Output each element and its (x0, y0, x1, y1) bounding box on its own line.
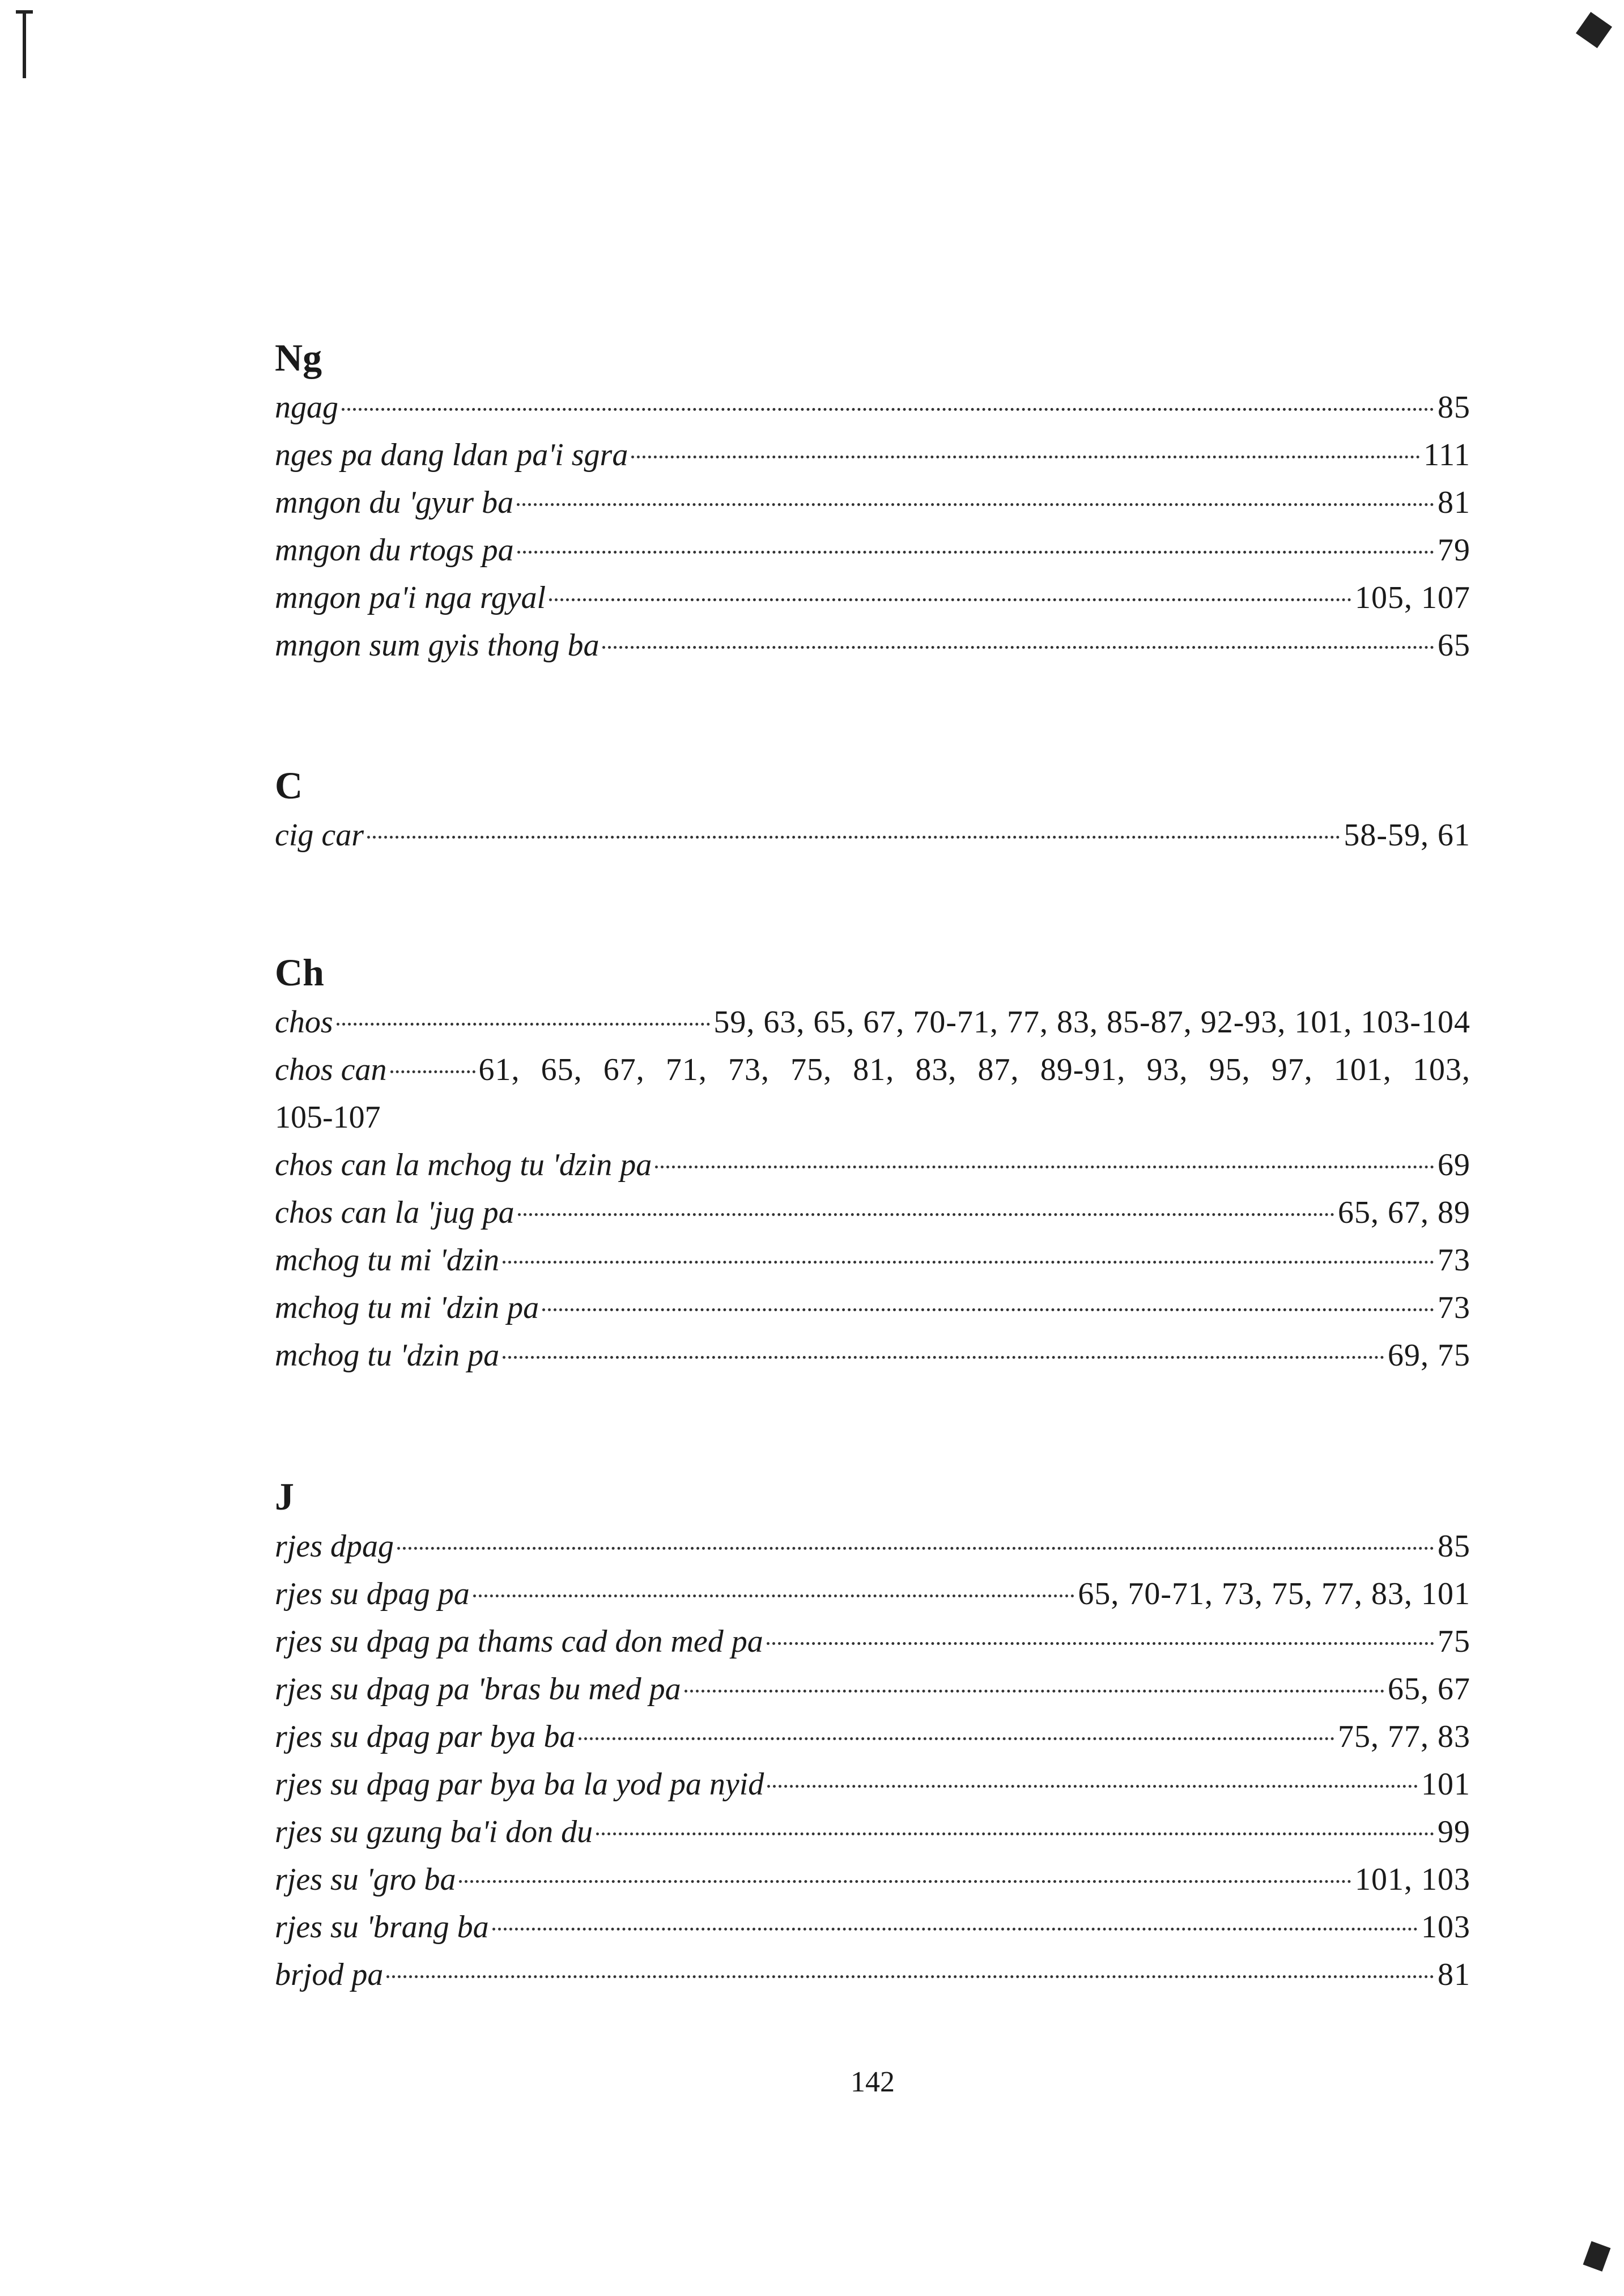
index-entry (275, 1284, 1470, 1332)
entry-pages: 75 (1438, 1624, 1470, 1659)
dot-leader (459, 1880, 1351, 1883)
index-entry (275, 431, 1470, 479)
dot-leader (397, 1547, 1434, 1550)
entry-list (275, 998, 1470, 1379)
dot-leader (337, 1023, 711, 1026)
entry-pages: 79 (1438, 533, 1470, 568)
entry-pages: 65, 67, 89 (1338, 1195, 1470, 1230)
entry-pages: 85 (1438, 390, 1470, 425)
entry-term: rjes su 'brang ba (275, 1910, 489, 1945)
entry-term: mchog tu mi 'dzin (275, 1243, 500, 1278)
dot-leader (517, 551, 1434, 554)
dot-leader (386, 1975, 1434, 1978)
entry-term: brjod pa (275, 1957, 384, 1992)
entry-pages: 73 (1438, 1243, 1470, 1278)
index-entry (275, 1665, 1470, 1713)
index-entry (275, 622, 1470, 669)
scan-edge-mark-top-right (1576, 12, 1612, 48)
entry-term: rjes su dpag pa thams cad don med pa (275, 1624, 763, 1659)
index-entry (275, 384, 1470, 431)
entry-term: rjes su 'gro ba (275, 1862, 456, 1897)
entry-term: rjes su gzung ba'i don du (275, 1814, 593, 1849)
index-entry (275, 1046, 1470, 1141)
index-entry (275, 998, 1470, 1046)
entry-term: cig car (275, 818, 364, 853)
index-entry (275, 1951, 1470, 1999)
entry-pages: 85 (1438, 1529, 1470, 1564)
dot-leader (390, 1070, 475, 1073)
entry-term: rjes su dpag par bya ba (275, 1719, 576, 1754)
entry-list (275, 1523, 1470, 1999)
entry-pages: 69 (1438, 1147, 1470, 1183)
index-entry (275, 1903, 1470, 1951)
entry-term: chos (275, 1005, 333, 1040)
dot-leader (549, 598, 1351, 601)
dot-leader (473, 1595, 1075, 1597)
dot-leader (655, 1166, 1434, 1168)
page-number: 142 (851, 2066, 895, 2098)
entry-pages: 69, 75 (1388, 1338, 1470, 1373)
entry-term: rjes dpag (275, 1529, 394, 1564)
index-entry (275, 526, 1470, 574)
entry-pages: 65, 70-71, 73, 75, 77, 83, 101 (1078, 1576, 1470, 1612)
dot-leader (767, 1785, 1418, 1788)
index-section-ch (275, 946, 1470, 1379)
index-entry (275, 811, 1470, 859)
entry-pages: 81 (1438, 485, 1470, 520)
entry-term: mngon sum gyis thong ba (275, 628, 600, 663)
scan-edge-mark-bottom-right (1583, 2241, 1611, 2272)
entry-pages: 59, 63, 65, 67, 70-71, 77, 83, 85-87, 92-93, 101, 103-104 (713, 1005, 1470, 1040)
entry-term: mchog tu mi 'dzin pa (275, 1290, 539, 1325)
dot-leader (579, 1737, 1334, 1740)
entry-term: nges pa dang ldan pa'i sgra (275, 437, 628, 473)
section-heading: J (275, 1475, 294, 1518)
index-section-j (275, 1470, 1470, 1999)
entry-pages: 105, 107 (1355, 580, 1470, 615)
index-entry (275, 574, 1470, 622)
index-section-ng (275, 331, 1470, 669)
dot-leader (596, 1832, 1434, 1835)
entry-term: mngon du 'gyur ba (275, 485, 514, 520)
section-heading: Ch (275, 951, 324, 994)
index-entry (275, 1236, 1470, 1284)
dot-leader (503, 1356, 1384, 1359)
section-heading: C (275, 764, 303, 807)
entry-pages: 61, 65, 67, 71, 73, 75, 81, 83, 87, 89-91, 93, 95, 97, 101, 103, (478, 1052, 1470, 1087)
scan-edge-mark-top-left-bar (16, 10, 33, 14)
entry-term: rjes su dpag pa 'bras bu med pa (275, 1672, 681, 1707)
entry-list (275, 384, 1470, 669)
entry-pages: 111 (1423, 437, 1470, 473)
entry-pages: 58-59, 61 (1344, 818, 1470, 853)
entry-term: mchog tu 'dzin pa (275, 1338, 500, 1373)
entry-pages: 73 (1438, 1290, 1470, 1325)
entry-term: chos can la 'jug pa (275, 1195, 515, 1230)
index-entry (275, 1856, 1470, 1903)
entry-term: ngag (275, 390, 338, 425)
entry-term: rjes su dpag par bya ba la yod pa nyid (275, 1767, 764, 1802)
entry-term: mngon pa'i nga rgyal (275, 580, 546, 615)
entry-pages: 101, 103 (1355, 1862, 1470, 1897)
entry-term: chos can (275, 1052, 387, 1087)
index-section-c (275, 759, 1470, 859)
entry-pages: 101 (1421, 1767, 1470, 1802)
entry-pages: 65 (1438, 628, 1470, 663)
index-entry (275, 1808, 1470, 1856)
index-entry (275, 1141, 1470, 1189)
section-heading: Ng (275, 336, 322, 379)
dot-leader (542, 1308, 1434, 1311)
entry-list (275, 811, 1470, 859)
dot-leader (518, 1213, 1334, 1216)
entry-pages: 65, 67 (1388, 1672, 1470, 1707)
dot-leader (631, 456, 1420, 458)
index-entry (275, 1570, 1470, 1618)
index-entry (275, 479, 1470, 526)
index-entry (275, 1618, 1470, 1665)
index-entry (275, 1761, 1470, 1808)
entry-pages: 81 (1438, 1957, 1470, 1992)
scan-edge-mark-top-left (23, 10, 26, 78)
dot-leader (492, 1928, 1418, 1931)
dot-leader (517, 503, 1434, 506)
index-entry (275, 1189, 1470, 1236)
index-entry (275, 1523, 1470, 1570)
dot-leader (367, 836, 1340, 839)
dot-leader (602, 646, 1434, 649)
index-entry (275, 1713, 1470, 1761)
entry-pages: 99 (1438, 1814, 1470, 1849)
entry-term: rjes su dpag pa (275, 1576, 470, 1612)
index-entry (275, 1332, 1470, 1379)
dot-leader (342, 408, 1434, 411)
entry-term: chos can la mchog tu 'dzin pa (275, 1147, 652, 1183)
dot-leader (685, 1690, 1384, 1693)
dot-leader (503, 1261, 1434, 1264)
entry-pages: 75, 77, 83 (1338, 1719, 1470, 1754)
dot-leader (767, 1642, 1434, 1645)
entry-pages: 103 (1421, 1910, 1470, 1945)
entry-term: mngon du rtogs pa (275, 533, 514, 568)
entry-pages-continuation: 105-107 (275, 1100, 381, 1135)
